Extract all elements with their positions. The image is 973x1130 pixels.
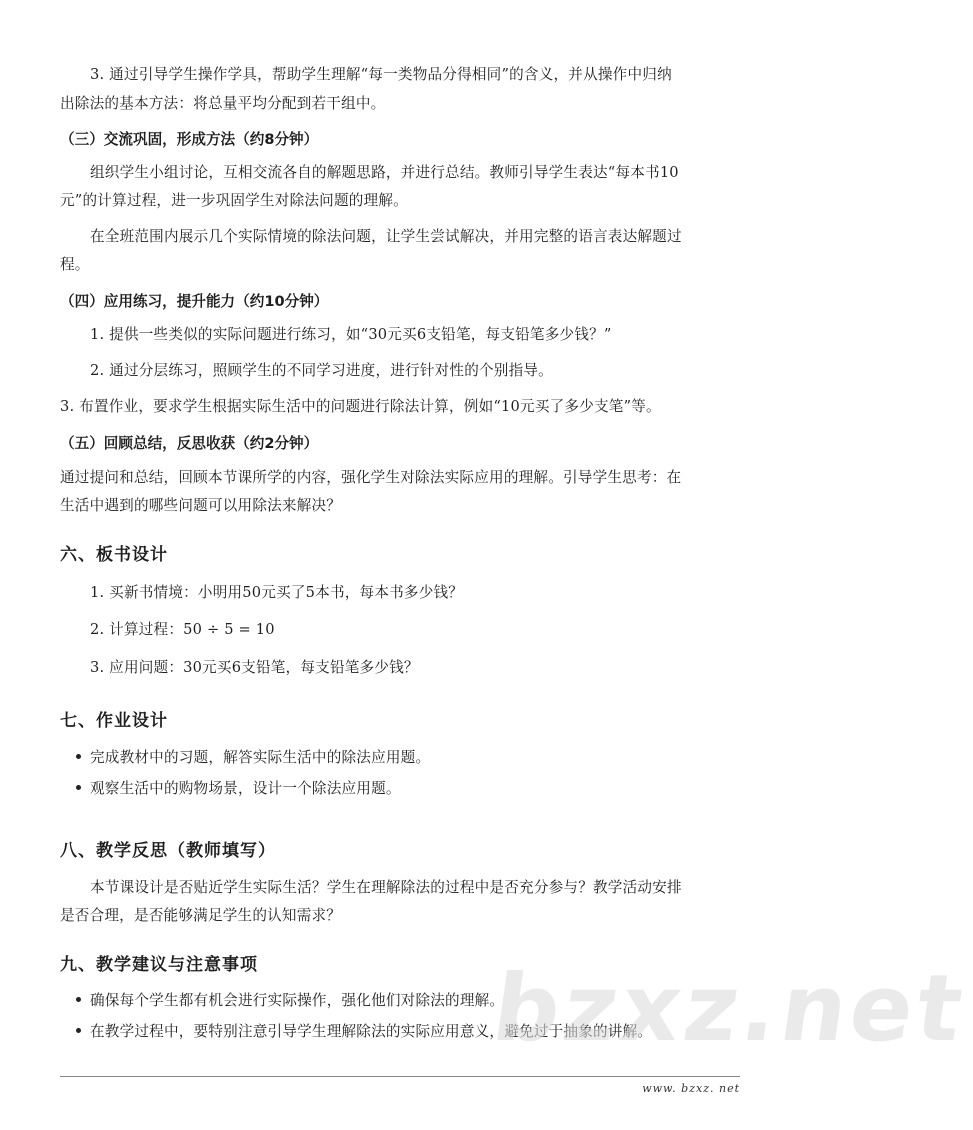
list-item: 3. 应用问题：30元买6支铅笔，每支铅笔多少钱？	[90, 659, 419, 676]
paragraph-line: 生活中遇到的哪些问题可以用除法来解决？	[60, 497, 342, 514]
list-item: 1. 提供一些类似的实际问题进行练习，如“30元买6支铅笔，每支铅笔多少钱？”	[90, 326, 612, 343]
section-heading: 六、板书设计	[60, 545, 168, 565]
section-heading: 七、作业设计	[60, 711, 168, 731]
list-item: 2. 通过分层练习，照顾学生的不同学习进度，进行针对性的个别指导。	[90, 362, 553, 379]
section-heading: 八、教学反思（教师填写）	[60, 841, 276, 861]
paragraph-line: 通过提问和总结，回顾本节课所学的内容，强化学生对除法实际应用的理解。引导学生思考：在	[60, 469, 682, 486]
watermark: bzxz.net	[486, 955, 973, 1062]
bullet-text: 观察生活中的购物场景，设计一个除法应用题。	[90, 780, 401, 797]
list-item: 2. 计算过程：50 ÷ 5 = 10	[90, 621, 275, 638]
list-item	[76, 746, 430, 767]
footer-url: www. bzxz. net	[642, 1082, 740, 1095]
subsection-title: （三）交流巩固，形成方法（约8分钟）	[60, 131, 319, 148]
bullet-text: 完成教材中的习题，解答实际生活中的除法应用题。	[90, 749, 431, 766]
bullet-icon	[76, 1028, 81, 1033]
subsection-title: （四）应用练习，提升能力（约10分钟）	[60, 293, 329, 310]
bullet-icon	[76, 754, 81, 759]
list-item	[76, 777, 401, 798]
paragraph-line: 出除法的基本方法：将总量平均分配到若干组中。	[60, 95, 386, 112]
bullet-text: 确保每个学生都有机会进行实际操作，强化他们对除法的理解。	[90, 992, 505, 1009]
paragraph-line: 程。	[60, 256, 90, 273]
paragraph-line: 在全班范围内展示几个实际情境的除法问题，让学生尝试解决，并用完整的语言表达解题过	[90, 228, 682, 245]
paragraph-line: 组织学生小组讨论，互相交流各自的解题思路，并进行总结。教师引导学生表达“每本书10	[90, 164, 679, 181]
paragraph-line: 本节课设计是否贴近学生实际生活？学生在理解除法的过程中是否充分参与？教学活动安排	[90, 879, 682, 896]
paragraph-line: 是否合理，是否能够满足学生的认知需求？	[60, 907, 342, 924]
list-item: 3. 布置作业，要求学生根据实际生活中的问题进行除法计算，例如“10元买了多少支笔”等。	[60, 398, 661, 415]
paragraph-line: 3. 通过引导学生操作学具，帮助学生理解“每一类物品分得相同”的含义，并从操作中归纳	[90, 66, 672, 83]
list-item	[76, 989, 504, 1010]
bullet-icon	[76, 997, 81, 1002]
list-item: 1. 买新书情境：小明用50元买了5本书，每本书多少钱？	[90, 584, 464, 601]
bullet-icon	[76, 785, 81, 790]
bullet-text: 在教学过程中，要特别注意引导学生理解除法的实际应用意义，避免过于抽象的讲解。	[90, 1023, 653, 1040]
subsection-title: （五）回顾总结，反思收获（约2分钟）	[60, 435, 319, 452]
footer-divider	[60, 1076, 740, 1077]
paragraph-line: 元”的计算过程，进一步巩固学生对除法问题的理解。	[60, 192, 408, 209]
section-heading: 九、教学建议与注意事项	[60, 955, 258, 975]
